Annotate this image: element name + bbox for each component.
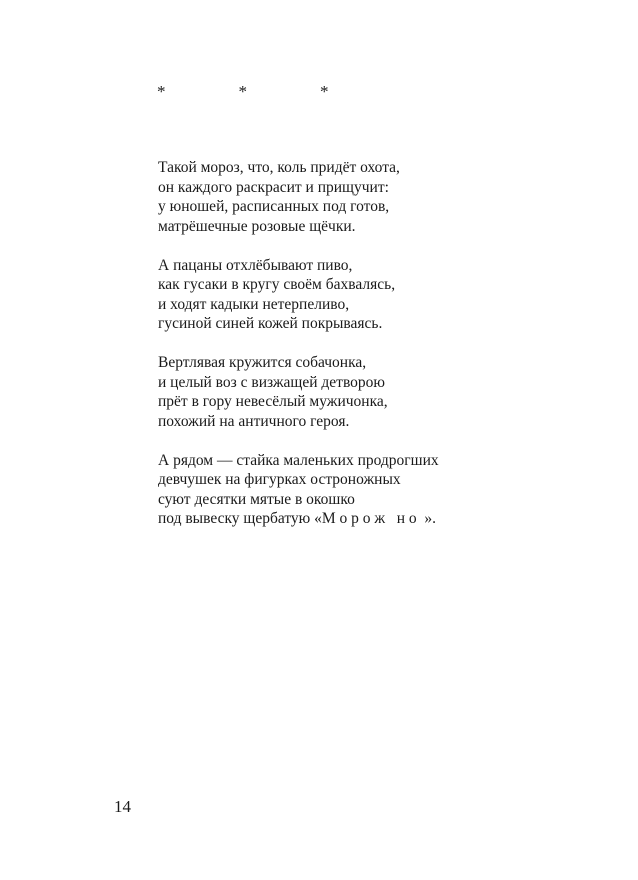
poem-line: он каждого раскрасит и прищучит: xyxy=(158,178,389,196)
stanza-4 xyxy=(158,451,439,529)
poem-line: прёт в гору невесёлый мужичонка, xyxy=(158,393,388,410)
poem-line: девчушек на фигурках остроножных xyxy=(158,471,401,488)
poem-line: как гусаки в кругу своём бахвалясь, xyxy=(158,276,396,293)
poem-line: А пацаны отхлёбывают пиво, xyxy=(158,256,353,274)
poem-line: суют десятки мятые в окошко xyxy=(158,490,355,508)
poem-line: Вертлявая кружится собачонка, xyxy=(158,354,367,371)
poem-line: под вывеску щербатую «М о р о ж н о ». xyxy=(158,510,437,527)
page-number: 14 xyxy=(114,797,131,816)
poem-line: и ходят кадыки нетерпеливо, xyxy=(158,295,350,313)
poem-line: гусиной синей кожей покрываясь. xyxy=(158,315,383,332)
stanza-3 xyxy=(158,353,439,431)
section-ornament: * * * xyxy=(157,82,329,101)
poem-line: у юношей, расписанных под готов, xyxy=(158,198,390,215)
poem-line: А рядом — стайка маленьких продрогших xyxy=(158,451,439,469)
stanza-1 xyxy=(158,158,439,236)
stanza-2 xyxy=(158,256,439,334)
poem-line: и целый воз с визжащей детворою xyxy=(158,373,385,391)
poem-line: похожий на античного героя. xyxy=(158,412,350,430)
poem-line: матрёшечные розовые щёчки. xyxy=(158,217,356,235)
poem-body xyxy=(158,158,439,548)
poem-line: Такой мороз, что, коль придёт охота, xyxy=(158,159,400,176)
